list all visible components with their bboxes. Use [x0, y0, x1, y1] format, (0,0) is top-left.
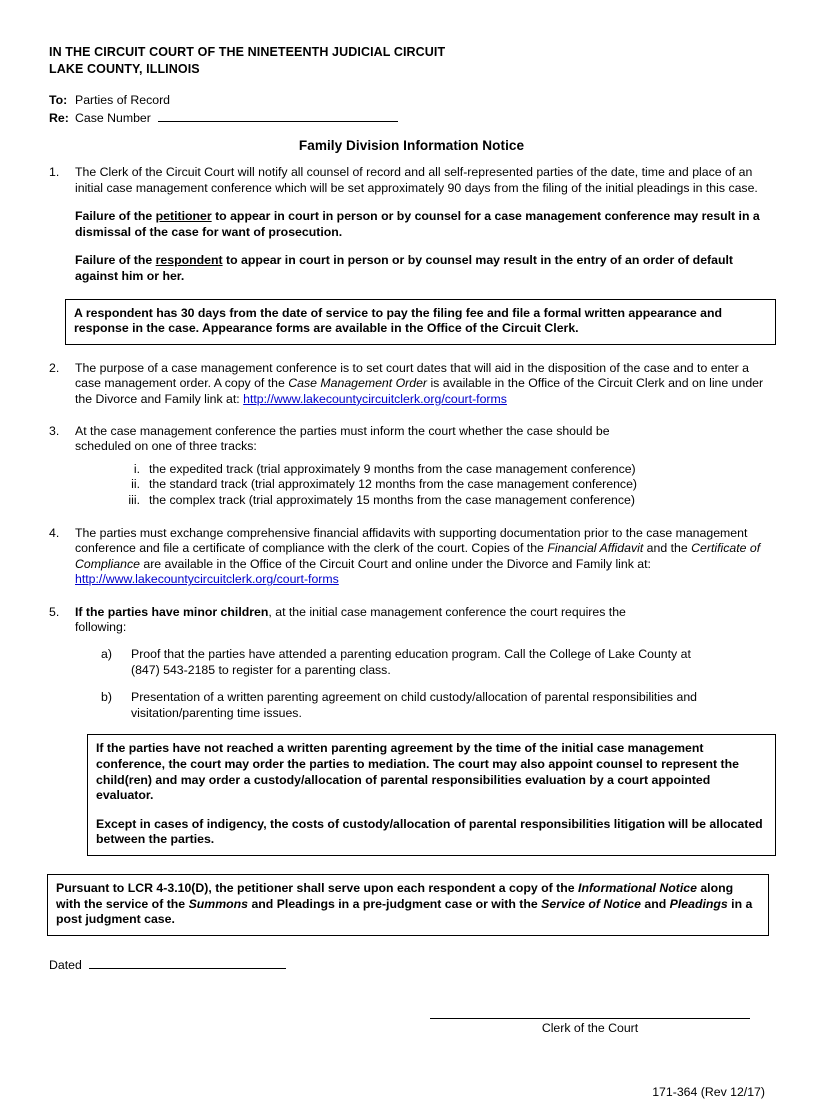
item-4-paragraph — [75, 526, 776, 588]
requirement-item-b — [101, 690, 776, 721]
court-forms-link-2[interactable]: http://www.lakecountycircuitclerk.org/court-forms — [75, 572, 339, 587]
requirement-b-text: Presentation of a written parenting agreement on child custody/allocation of parental responsibilities and visitation/parenting time issues. — [131, 690, 697, 720]
to-value: Parties of Record — [75, 93, 171, 107]
dated-field[interactable] — [89, 956, 286, 969]
informational-notice-title: Informational Notice — [578, 881, 697, 895]
certificate-of-compliance-title: Certificate of Compliance — [75, 541, 761, 571]
page-title: Family Division Information Notice — [298, 138, 525, 153]
list-item-5-number: 5. — [49, 604, 60, 619]
track-item-1 — [123, 462, 776, 478]
requirement-a-marker: a) — [101, 647, 112, 662]
court-name-line-1: IN THE CIRCUIT COURT OF THE NINETEENTH JUDICIAL CIRCUIT — [49, 45, 446, 59]
track-item-1-numeral: i. — [133, 461, 140, 476]
track-item-2-numeral: ii. — [131, 477, 140, 492]
court-header — [49, 44, 776, 77]
item-4-text-1: The parties must exchange comprehensive financial affidavits with supporting documentation prior to the case management conference and file a certificate of compliance with the clerk of the court. Copies of the — [75, 525, 748, 556]
list-item-5-body — [75, 605, 776, 722]
item-3-paragraph: At the case management conference the parties must inform the court whether the case should be scheduled on one of three tracks: — [75, 423, 610, 454]
list-item-4 — [47, 526, 776, 588]
requirement-b-marker: b) — [101, 690, 112, 705]
item-4-text-2: and the — [643, 541, 692, 556]
service-of-notice-title: Service of Notice — [541, 896, 641, 911]
lcr-text-4: and — [640, 896, 670, 911]
requirement-item-a — [101, 647, 776, 678]
track-item-3-numeral: iii. — [128, 492, 140, 507]
case-management-order-title: Case Management Order — [288, 376, 428, 391]
respondent-warning-lead: Failure of the — [75, 253, 156, 268]
signature-block — [47, 1012, 776, 1052]
to-label: To: — [49, 93, 68, 107]
list-item-2-body — [75, 361, 776, 408]
callout-respondent-text: A respondent has 30 days from the date of service to pay the filing fee and file a formal written appearance and response in the case. Appearance forms are available in the Office of the Circuit Clerk. — [74, 305, 723, 336]
track-item-3 — [123, 493, 776, 509]
list-item-4-body — [75, 526, 776, 588]
respondent-keyword: respondent — [155, 253, 223, 268]
court-forms-link-1[interactable]: http://www.lakecountycircuitclerk.org/court-forms — [243, 391, 507, 406]
list-item-2 — [47, 361, 776, 408]
item-1-paragraph-1: The Clerk of the Circuit Court will notify all counsel of record and all self-represented parties of the date, time and place of an initial case management conference which will be set approximately 90 days from the filing of the initial pleadings in this case. — [75, 165, 758, 195]
minor-children-lead: If the parties have minor children — [75, 604, 269, 619]
petitioner-keyword: petitioner — [155, 209, 212, 224]
court-name-line-2: LAKE COUNTY, ILLINOIS — [49, 61, 200, 76]
callout-lcr-service — [47, 874, 769, 936]
callout-lcr-text — [56, 881, 760, 928]
lcr-text-2: along with the service of the — [56, 881, 734, 911]
item-5-paragraph — [75, 605, 675, 636]
form-number: 171-364 (Rev 12/17) — [652, 1084, 765, 1099]
item-2-text-1: The purpose of a case management conference is to set court dates that will aid in the disposition of the case and to enter a case management order. A copy of the — [75, 360, 749, 391]
list-item-3 — [47, 424, 776, 455]
track-list — [47, 462, 776, 509]
item-5-text: , at the initial case management conference the court requires the following: — [75, 604, 626, 635]
clerk-signature-label: Clerk of the Court — [541, 1020, 639, 1035]
pleadings-title: Pleadings — [669, 896, 728, 911]
track-item-3-text: the complex track (trial approximately 15 months from the case management conference) — [149, 492, 635, 507]
lcr-text-3: and Pleadings in a pre-judgment case or with the — [248, 896, 542, 911]
petitioner-warning-tail: to appear in court in person or by counsel for a case management conference may result in a dismissal of the case for want of prosecution. — [75, 209, 760, 239]
lcr-text-5: in a post judgment case. — [56, 896, 753, 927]
callout-respondent-30-days — [65, 299, 776, 345]
re-row — [49, 109, 776, 127]
list-item-1-number: 1. — [49, 165, 60, 179]
lcr-text-1: Pursuant to LCR 4-3.10(D), the petitioner shall serve upon each respondent a copy of the — [56, 881, 579, 895]
callout-parenting-paragraph-2: Except in cases of indigency, the costs of custody/allocation of parental responsibilities litigation will be allocated between the parties. — [96, 816, 763, 847]
numbered-list — [47, 165, 776, 721]
callout-parenting-paragraph-1: If the parties have not reached a written parenting agreement by the time of the initial case management conference, the court may order the parties to mediation. The court may also appoint counsel to represent the child(ren) and may order a custody/allocation of parental responsibilities evaluation by a court appointed evaluator. — [96, 741, 739, 803]
track-item-2-text: the standard track (trial approximately 12 months from the case management conference) — [149, 477, 638, 492]
petitioner-warning-lead: Failure of the — [75, 209, 156, 224]
requirement-a-text: Proof that the parties have attended a parenting education program. Call the College of Lake County at (847) 543-2185 to register for a parenting class. — [131, 647, 691, 677]
addressee-block — [49, 92, 776, 126]
item-1-respondent-warning — [75, 253, 776, 284]
item-1-petitioner-warning — [75, 209, 776, 240]
list-item-2-number: 2. — [49, 360, 60, 375]
case-number-field[interactable] — [158, 109, 398, 122]
re-label: Re: — [49, 110, 69, 125]
financial-affidavit-title: Financial Affidavit — [547, 541, 644, 556]
dated-label: Dated — [49, 957, 82, 972]
list-item-1 — [47, 165, 776, 285]
to-row — [49, 92, 776, 109]
list-item-5 — [47, 605, 776, 722]
clerk-signature-line[interactable] — [430, 1018, 750, 1019]
list-item-1-body — [75, 165, 776, 285]
list-item-3-number: 3. — [49, 423, 60, 438]
list-item-4-number: 4. — [49, 525, 60, 540]
requirements-list — [75, 647, 776, 721]
track-item-2 — [123, 477, 776, 493]
respondent-warning-tail: to appear in court in person or by counsel may result in the entry of an order of default against him or her. — [75, 253, 733, 283]
callout-parenting-agreement — [87, 734, 776, 856]
summons-title: Summons — [188, 896, 249, 911]
list-item-3-body — [75, 424, 776, 455]
item-2-text-2: is available in the Office of the Circuit Clerk and on line under the Divorce and Family link at: — [75, 376, 764, 406]
re-value: Case Number — [75, 110, 151, 125]
dated-row — [49, 956, 776, 972]
item-2-paragraph — [75, 361, 776, 408]
track-item-1-text: the expedited track (trial approximately 9 months from the case management conference) — [149, 461, 636, 476]
item-4-text-3: are available in the Office of the Circuit Court and online under the Divorce and Family link at: — [139, 556, 651, 571]
